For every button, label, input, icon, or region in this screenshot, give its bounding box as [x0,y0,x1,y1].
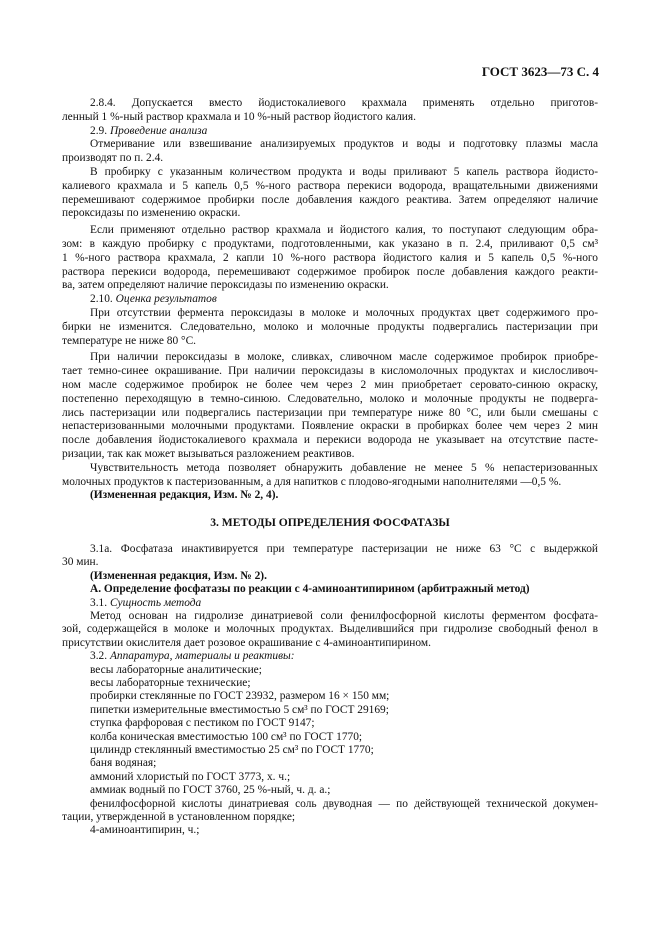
text-line: ступка фарфоровая с пестиком по ГОСТ 9147; [90,717,315,730]
subsection-number: 3.2. [90,650,110,663]
text-line: перемешивают содержимое пробирки после добавления каждого реактива. Затем определяют наличие [62,193,598,206]
text-line: непастеризованными молочными продуктами. Появление окраски в пробирках более чем через 2 мин [62,420,598,433]
paragraph [62,824,598,837]
text-line: При наличии пероксидазы в молоке, сливках, сливочном масле содержимое пробирок приобре- [90,351,598,364]
paragraph [62,690,598,703]
text-line: бирки не изменится. Следовательно, молоко и молочные продукты подвергались пастеризации при [62,320,598,333]
text-line: зой, содержащейся в молоке и молочных продуктах. Выделившийся при гидролизе свободный фенол в [62,623,598,636]
paragraph [62,704,598,717]
paragraph [62,717,598,730]
paragraph [62,462,598,490]
paragraph [62,138,598,166]
text-line: фенилфосфорной кислоты динатриевая соль двуводная — по действующей технической докумен- [90,797,598,810]
text-line: ризации, так как может вызываться разложением реактивов. [62,447,355,460]
text-line: 4-аминоантипирин, ч.; [90,824,200,837]
bold-paragraph [62,489,598,503]
text-line: 1 %-ного раствора крахмала, 2 капли 10 %-ного раствора йодистого калия и 5 капель 0,5 %-ного [62,251,598,264]
subsection-number: 2.10. [90,293,116,306]
text-line: ном масле содержимое пробирок не более чем через 2 мин приобретает серовато-синюю окраску, [62,378,598,391]
text-line: При отсутствии фермента пероксидазы в молоке и молочных продуктах цвет содержимого про- [90,306,598,319]
text-line: зом: в каждую пробирку с продуктами, подготовленными, как указано в п. 2.4, приливают 0,5 см³ [62,237,598,250]
subsection-heading [62,293,598,307]
text-line: присутствии окислителя дает розовое окрашивание с 4-аминоантипирином. [62,636,431,649]
text-line: аммиак водный по ГОСТ 3760, 25 %-ный, ч. д. а.; [90,784,331,797]
text-line: баня водяная; [90,757,157,770]
text-line: лись пастеризации или подвергались пастеризации при температуре ниже 80 °С, или были смешаны с [62,406,598,419]
text-line: после добавления йодистокалиевого крахмала и перекиси водорода не указывает на отсутствие пасте- [62,434,598,447]
text-line: тации, утвержденной в установленном порядке; [62,811,296,824]
text-line: пробирки стеклянные по ГОСТ 23932, размером 16 × 150 мм; [90,690,390,703]
text-line: постепенно переходящую в темно-синюю. Следовательно, молоко и молочные продукты не подверга- [62,392,598,405]
text-line: Метод основан на гидролизе динатриевой соли фенилфосфорной кислоты ферментом фосфата- [90,609,598,622]
text-line: пипетки измерительные вместимостью 5 см³ по ГОСТ 29169; [90,703,389,716]
text-line: ва, затем определяют наличие пероксидазы по изменению окраски. [62,279,389,292]
paragraph [62,610,598,650]
subsection-number: 2.9. [90,124,110,137]
paragraph [62,731,598,744]
text-line: аммоний хлористый по ГОСТ 3773, х. ч.; [90,770,291,783]
section-heading: 3. МЕТОДЫ ОПРЕДЕЛЕНИЯ ФОСФАТАЗЫ [210,516,450,530]
paragraph [62,757,598,770]
text-line: весы лабораторные технические; [90,676,251,689]
subsection-heading [62,597,598,610]
paragraph [62,744,598,757]
paragraph [62,784,598,797]
paragraph [62,351,598,461]
paragraph [62,798,598,825]
text-line: 3.1а. Фосфатаза инактивируется при температуре пастеризации не ниже 63 °С с выдержкой [90,542,598,555]
subsection-title: Проведение анализа [109,124,208,137]
bold-paragraph [62,570,598,583]
paragraph [62,224,598,293]
subsection-line [62,125,598,139]
paragraph [62,543,598,570]
paragraph [62,97,598,125]
paragraph [62,166,598,221]
text-line: молочных продуктов к пастеризованным, а для напитков с плодово-ягодными наполнителями —0,5 %. [62,475,562,488]
subsection-title: Оценка результатов [115,293,217,306]
subsection-line [62,650,598,663]
text-line: колба коническая вместимостью 100 см³ по ГОСТ 1770; [90,730,363,743]
text-line: (Измененная редакция, Изм. № 2, 4). [90,489,279,502]
subsection-title: Аппаратура, материалы и реактивы: [109,650,295,663]
subsection-line [62,597,598,610]
text-line: Чувствительность метода позволяет обнаружить добавление не менее 5 % непастеризованных [90,461,598,474]
paragraph [62,771,598,784]
text-line: А. Определение фосфатазы по реакции с 4-аминоантипирином (арбитражный метод) [90,583,530,596]
page-header: ГОСТ 3623—73 С. 4 [481,64,599,79]
text-line: пероксидазы по изменению окраски. [62,207,241,220]
text-line: производят по п. 2.4. [62,152,164,165]
text-line: ленный 1 %-ный раствор крахмала и 10 %-ный раствор йодистого калия. [62,110,416,123]
text-line: весы лабораторные аналитические; [90,663,262,676]
subsection-heading [62,125,598,139]
document-body-section-2 [62,97,598,838]
text-line: Если применяют отдельно раствор крахмала и йодистого калия, то поступают следующим обра- [90,224,598,237]
paragraph [62,677,598,690]
document-body-section-3 [62,543,598,838]
text-line: цилиндр стеклянный вместимостью 25 см³ по ГОСТ 1770; [90,744,374,756]
text-line: температуре не ниже 80 °С. [62,334,197,347]
subsection-title: Сущность метода [109,596,202,609]
paragraph [62,664,598,677]
paragraph [62,307,598,348]
text-line: тает темно-синее окрашивание. При наличии пероксидазы в кисломолочных продуктах и кислосливоч- [62,365,598,378]
text-line: Отмеривание или взвешивание анализируемых продуктов и воды и подготовку плазмы масла [90,138,598,151]
text-line: (Измененная редакция, Изм. № 2). [90,569,267,582]
text-line: 2.8.4. Допускается вместо йодистокалиевого крахмала применять отдельно приготов- [90,97,598,109]
text-line: раствора перекиси водорода, перемешивают содержимое пробирок после добавления каждого реакти- [62,265,598,278]
subsection-number: 3.1. [90,596,110,609]
subsection-line [62,293,598,307]
text-line: В пробирку с указанным количеством продукта и воды приливают 5 капель раствора йодисто- [90,165,598,178]
subsection-heading [62,650,598,663]
text-line: 30 мин. [62,556,99,569]
bold-paragraph [62,583,598,596]
text-line: калиевого крахмала и 5 капель 0,5 %-ного раствора перекиси водорода, вращательными движениями [62,179,598,192]
